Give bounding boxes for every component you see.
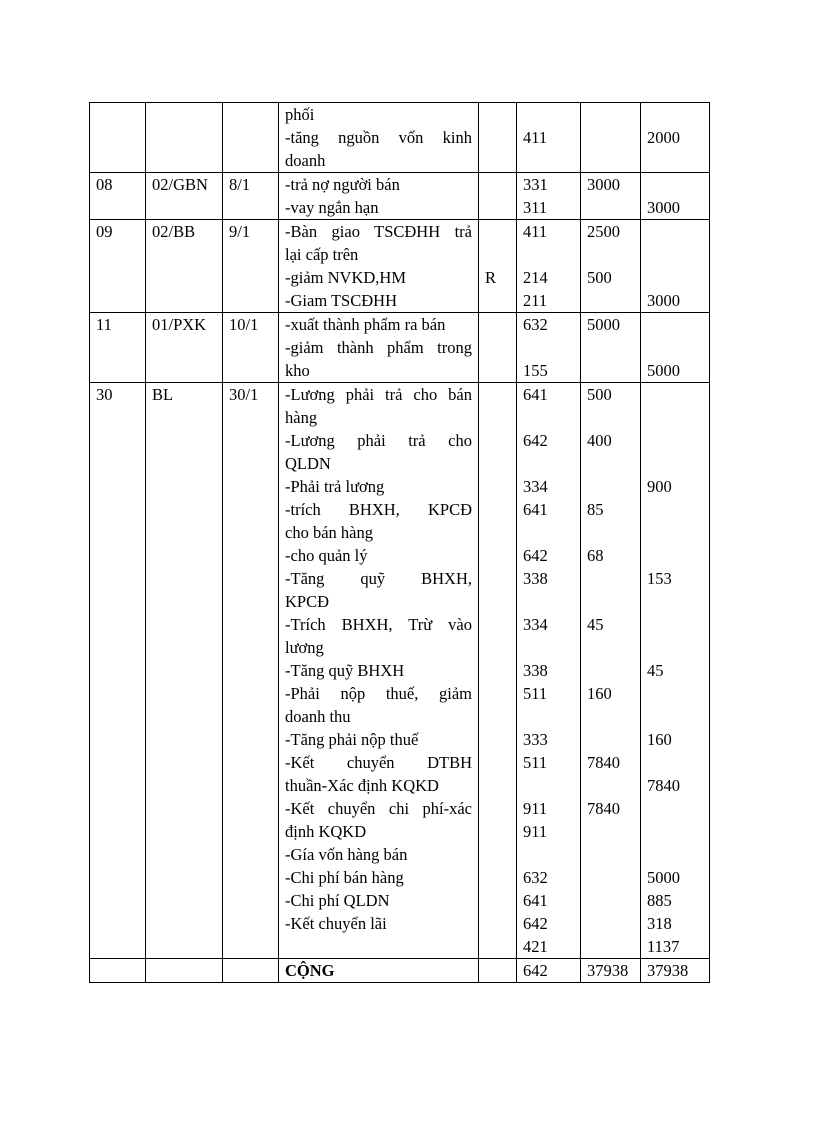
account-code-line xyxy=(523,636,574,659)
credit-amount-line: 318 xyxy=(647,914,672,933)
entry-description-line: -Giam TSCĐHH xyxy=(285,291,397,310)
credit-amount-line xyxy=(647,406,703,429)
account-code-line xyxy=(523,406,574,429)
entry-description-line: -Tăng phải nộp thuế xyxy=(285,730,419,749)
account-code-line: 333 xyxy=(523,730,548,749)
entry-description-line: QLDN xyxy=(285,454,331,473)
entry-number-value xyxy=(96,103,139,126)
entry-date xyxy=(223,383,279,959)
debit-amount-line xyxy=(587,774,634,797)
entry-description-line: -Chi phí bán hàng xyxy=(285,868,404,887)
account-code-line: 642 xyxy=(523,431,548,450)
entry-description-line: -Kết chuyển lãi xyxy=(285,914,387,933)
credit-amount-line xyxy=(647,797,703,820)
credit-amount xyxy=(641,313,710,383)
total-label-value: CỘNG xyxy=(285,961,335,980)
total-credit xyxy=(641,959,710,983)
total-empty-doc xyxy=(146,959,223,983)
credit-amount-line xyxy=(647,313,703,336)
total-account-value: 642 xyxy=(523,961,548,980)
debit-amount-line xyxy=(587,728,634,751)
entry-date-value: 8/1 xyxy=(229,175,251,194)
entry-date xyxy=(223,220,279,313)
debit-amount xyxy=(581,173,641,220)
debit-amount xyxy=(581,103,641,173)
account-code-line xyxy=(523,521,574,544)
entry-date-value: 30/1 xyxy=(229,385,259,404)
entry-description-line: phối xyxy=(285,105,315,124)
account-code-line: 155 xyxy=(523,361,548,380)
entry-description-line: lại cấp trên xyxy=(285,245,359,264)
entry-date-value: 10/1 xyxy=(229,315,259,334)
account-code-line: 511 xyxy=(523,684,548,703)
entry-description-line: -Phải trả lương xyxy=(285,477,385,496)
debit-amount-line xyxy=(587,866,634,889)
credit-amount-line xyxy=(647,429,703,452)
journal-row xyxy=(90,220,710,313)
total-empty-mark xyxy=(479,959,517,983)
account-code-line: 338 xyxy=(523,661,548,680)
entry-date xyxy=(223,103,279,173)
entry-description-line: -vay ngắn hạn xyxy=(285,198,379,217)
credit-amount-line xyxy=(647,636,703,659)
entry-description-line: -giảm NVKD,HM xyxy=(285,268,406,287)
credit-amount-line xyxy=(647,751,703,774)
entry-description-line: cho bán hàng xyxy=(285,523,373,542)
credit-amount-line xyxy=(647,173,703,196)
credit-amount-line xyxy=(647,383,703,406)
entry-description-line: định KQKD xyxy=(285,822,367,841)
entry-number xyxy=(90,313,146,383)
mark-cell xyxy=(479,103,517,173)
credit-amount-line: 45 xyxy=(647,661,664,680)
credit-amount-line xyxy=(647,843,703,866)
entry-description-line: kho xyxy=(285,361,310,380)
debit-amount-line xyxy=(587,820,634,843)
entry-description-line: KPCĐ xyxy=(285,592,330,611)
journal-table xyxy=(89,102,710,983)
total-row xyxy=(90,959,710,983)
debit-amount-line xyxy=(587,243,634,266)
account-code-line xyxy=(523,843,574,866)
mark-cell xyxy=(479,313,517,383)
account-code-line: 338 xyxy=(523,569,548,588)
mark-value xyxy=(485,313,510,336)
account-code-line xyxy=(523,590,574,613)
debit-amount-line xyxy=(587,521,634,544)
entry-description-line: -trả nợ người bán xyxy=(285,175,400,194)
entry-description xyxy=(279,383,479,959)
entry-description xyxy=(279,103,479,173)
total-empty-date xyxy=(223,959,279,983)
debit-amount-line xyxy=(587,567,634,590)
debit-amount-line: 7840 xyxy=(587,753,620,772)
debit-amount-line xyxy=(587,196,634,219)
debit-amount-line: 3000 xyxy=(587,175,620,194)
account-code-line: 511 xyxy=(523,753,548,772)
account-code-line xyxy=(523,149,574,172)
mark-value xyxy=(485,103,510,126)
account-code-line: 334 xyxy=(523,615,548,634)
account-code-line: 911 xyxy=(523,799,548,818)
entry-number-value: 08 xyxy=(96,175,113,194)
entry-description-line: lương xyxy=(285,638,324,657)
mark-cell xyxy=(479,220,517,313)
document-number-value xyxy=(152,103,216,126)
credit-amount-line xyxy=(647,820,703,843)
debit-amount-line xyxy=(587,843,634,866)
document-number xyxy=(146,220,223,313)
entry-description-line: -Lương phải trả cho xyxy=(285,431,472,450)
mark-value xyxy=(485,383,510,406)
credit-amount-line: 5000 xyxy=(647,361,680,380)
debit-amount-line xyxy=(587,590,634,613)
entry-description xyxy=(279,173,479,220)
entry-number xyxy=(90,383,146,959)
journal-row xyxy=(90,103,710,173)
entry-description-line: -cho quản lý xyxy=(285,546,368,565)
mark-cell xyxy=(479,173,517,220)
total-debit xyxy=(581,959,641,983)
account-code-line: 641 xyxy=(523,385,548,404)
debit-amount-line xyxy=(587,149,634,172)
journal-row xyxy=(90,313,710,383)
document-number-value: 01/PXK xyxy=(152,315,207,334)
total-account xyxy=(517,959,581,983)
credit-amount-line xyxy=(647,336,703,359)
debit-amount-line xyxy=(587,406,634,429)
debit-amount xyxy=(581,313,641,383)
account-code-line: 334 xyxy=(523,477,548,496)
account-code-line xyxy=(523,705,574,728)
credit-amount-line xyxy=(647,613,703,636)
entry-description-line: -Tăng quỹ BHXH xyxy=(285,661,405,680)
total-debit-value: 37938 xyxy=(587,961,629,980)
account-code-line: 311 xyxy=(523,198,548,217)
debit-amount-line: 500 xyxy=(587,385,612,404)
debit-amount-line: 2500 xyxy=(587,222,620,241)
credit-amount-line: 160 xyxy=(647,730,672,749)
debit-amount-line: 68 xyxy=(587,546,604,565)
journal-body xyxy=(90,103,710,983)
credit-amount xyxy=(641,103,710,173)
credit-amount-line: 900 xyxy=(647,477,672,496)
entry-description-line: -Gía vốn hàng bán xyxy=(285,845,408,864)
credit-amount-line xyxy=(647,705,703,728)
account-code-line xyxy=(523,103,574,126)
credit-amount xyxy=(641,383,710,959)
credit-amount-line xyxy=(647,220,703,243)
debit-amount-line xyxy=(587,359,634,382)
entry-description-line: -Kết chuyển chi phí-xác xyxy=(285,799,472,818)
entry-description-line: hàng xyxy=(285,408,318,427)
credit-amount-line xyxy=(647,590,703,613)
document-number xyxy=(146,173,223,220)
account-code-line: 641 xyxy=(523,500,548,519)
account-code-line xyxy=(523,336,574,359)
debit-amount-line: 7840 xyxy=(587,799,620,818)
entry-date-value: 9/1 xyxy=(229,222,251,241)
credit-amount-line: 3000 xyxy=(647,291,680,310)
entry-description-line: -giảm thành phẩm trong xyxy=(285,338,472,357)
total-empty-no xyxy=(90,959,146,983)
entry-description-line: -xuất thành phẩm ra bán xyxy=(285,315,446,334)
credit-amount-line: 5000 xyxy=(647,868,680,887)
account-code-line: 911 xyxy=(523,822,548,841)
account-code-line xyxy=(523,774,574,797)
debit-amount-line xyxy=(587,912,634,935)
credit-amount-line xyxy=(647,243,703,266)
debit-amount xyxy=(581,220,641,313)
entry-description-line: -Chi phí QLDN xyxy=(285,891,390,910)
debit-amount-line: 5000 xyxy=(587,315,620,334)
debit-amount-line xyxy=(587,935,634,958)
entry-number xyxy=(90,103,146,173)
document-number-value: BL xyxy=(152,385,174,404)
debit-amount-line xyxy=(587,659,634,682)
credit-amount-line xyxy=(647,544,703,567)
account-code-line xyxy=(523,452,574,475)
entry-description xyxy=(279,220,479,313)
mark-cell xyxy=(479,383,517,959)
debit-amount-line xyxy=(587,636,634,659)
journal-row xyxy=(90,173,710,220)
document-number-value: 02/GBN xyxy=(152,175,208,194)
debit-amount-line xyxy=(587,126,634,149)
document-number-value: 02/BB xyxy=(152,222,196,241)
journal-row xyxy=(90,383,710,959)
debit-amount-line xyxy=(587,705,634,728)
account-code xyxy=(517,173,581,220)
total-label xyxy=(279,959,479,983)
account-code-line: 411 xyxy=(523,128,548,147)
mark-value: R xyxy=(485,268,497,287)
credit-amount xyxy=(641,220,710,313)
entry-description-line xyxy=(285,935,472,958)
credit-amount-line: 153 xyxy=(647,569,672,588)
account-code-line: 641 xyxy=(523,891,548,910)
entry-date-value xyxy=(229,103,272,126)
entry-number xyxy=(90,173,146,220)
credit-amount-line xyxy=(647,452,703,475)
debit-amount xyxy=(581,383,641,959)
credit-amount-line xyxy=(647,498,703,521)
entry-number-value: 11 xyxy=(96,315,112,334)
entry-description-line: -Bàn giao TSCĐHH trả xyxy=(285,222,472,241)
entry-description-line: -Trích BHXH, Trừ vào xyxy=(285,615,472,634)
entry-description-line: -Tăng quỹ BHXH, xyxy=(285,569,472,588)
document-number xyxy=(146,313,223,383)
entry-description-line: doanh thu xyxy=(285,707,351,726)
account-code xyxy=(517,383,581,959)
debit-amount-line: 45 xyxy=(587,615,604,634)
debit-amount-line: 500 xyxy=(587,268,612,287)
debit-amount-line xyxy=(587,475,634,498)
debit-amount-line: 85 xyxy=(587,500,604,519)
debit-amount-line xyxy=(587,336,634,359)
document-number xyxy=(146,383,223,959)
account-code-line: 211 xyxy=(523,291,548,310)
entry-number xyxy=(90,220,146,313)
account-code-line: 411 xyxy=(523,222,548,241)
entry-date xyxy=(223,313,279,383)
entry-description-line: thuần-Xác định KQKD xyxy=(285,776,439,795)
account-code xyxy=(517,313,581,383)
credit-amount-line: 2000 xyxy=(647,128,680,147)
debit-amount-line xyxy=(587,452,634,475)
account-code-line: 421 xyxy=(523,937,548,956)
entry-date xyxy=(223,173,279,220)
entry-description xyxy=(279,313,479,383)
entry-description-line: -trích BHXH, KPCĐ xyxy=(285,500,472,519)
account-code-line: 331 xyxy=(523,175,548,194)
entry-description-line: -Kết chuyển DTBH xyxy=(285,753,472,772)
credit-amount-line xyxy=(647,266,703,289)
credit-amount-line: 1137 xyxy=(647,937,680,956)
account-code-line xyxy=(523,243,574,266)
credit-amount-line xyxy=(647,682,703,705)
credit-amount-line xyxy=(647,521,703,544)
account-code-line: 642 xyxy=(523,546,548,565)
entry-description-line: -Phải nộp thuế, giảm xyxy=(285,684,472,703)
account-code-line: 632 xyxy=(523,315,548,334)
entry-description-line: doanh xyxy=(285,151,326,170)
debit-amount-line xyxy=(587,889,634,912)
debit-amount-line: 160 xyxy=(587,684,612,703)
account-code xyxy=(517,220,581,313)
credit-amount-line xyxy=(647,103,703,126)
account-code-line: 214 xyxy=(523,268,548,287)
document-number xyxy=(146,103,223,173)
account-code-line: 632 xyxy=(523,868,548,887)
credit-amount-line: 885 xyxy=(647,891,672,910)
debit-amount-line xyxy=(587,289,634,312)
entry-description-line: -Lương phải trả cho bán xyxy=(285,385,472,404)
credit-amount-line: 7840 xyxy=(647,776,680,795)
total-credit-value: 37938 xyxy=(647,961,689,980)
entry-number-value: 30 xyxy=(96,385,113,404)
credit-amount-line xyxy=(647,149,703,172)
credit-amount-line: 3000 xyxy=(647,198,680,217)
debit-amount-line: 400 xyxy=(587,431,612,450)
entry-number-value: 09 xyxy=(96,222,113,241)
credit-amount xyxy=(641,173,710,220)
debit-amount-line xyxy=(587,103,634,126)
account-code-line: 642 xyxy=(523,914,548,933)
account-code xyxy=(517,103,581,173)
entry-description-line: -tăng nguồn vốn kinh xyxy=(285,128,472,147)
mark-value xyxy=(485,173,510,196)
